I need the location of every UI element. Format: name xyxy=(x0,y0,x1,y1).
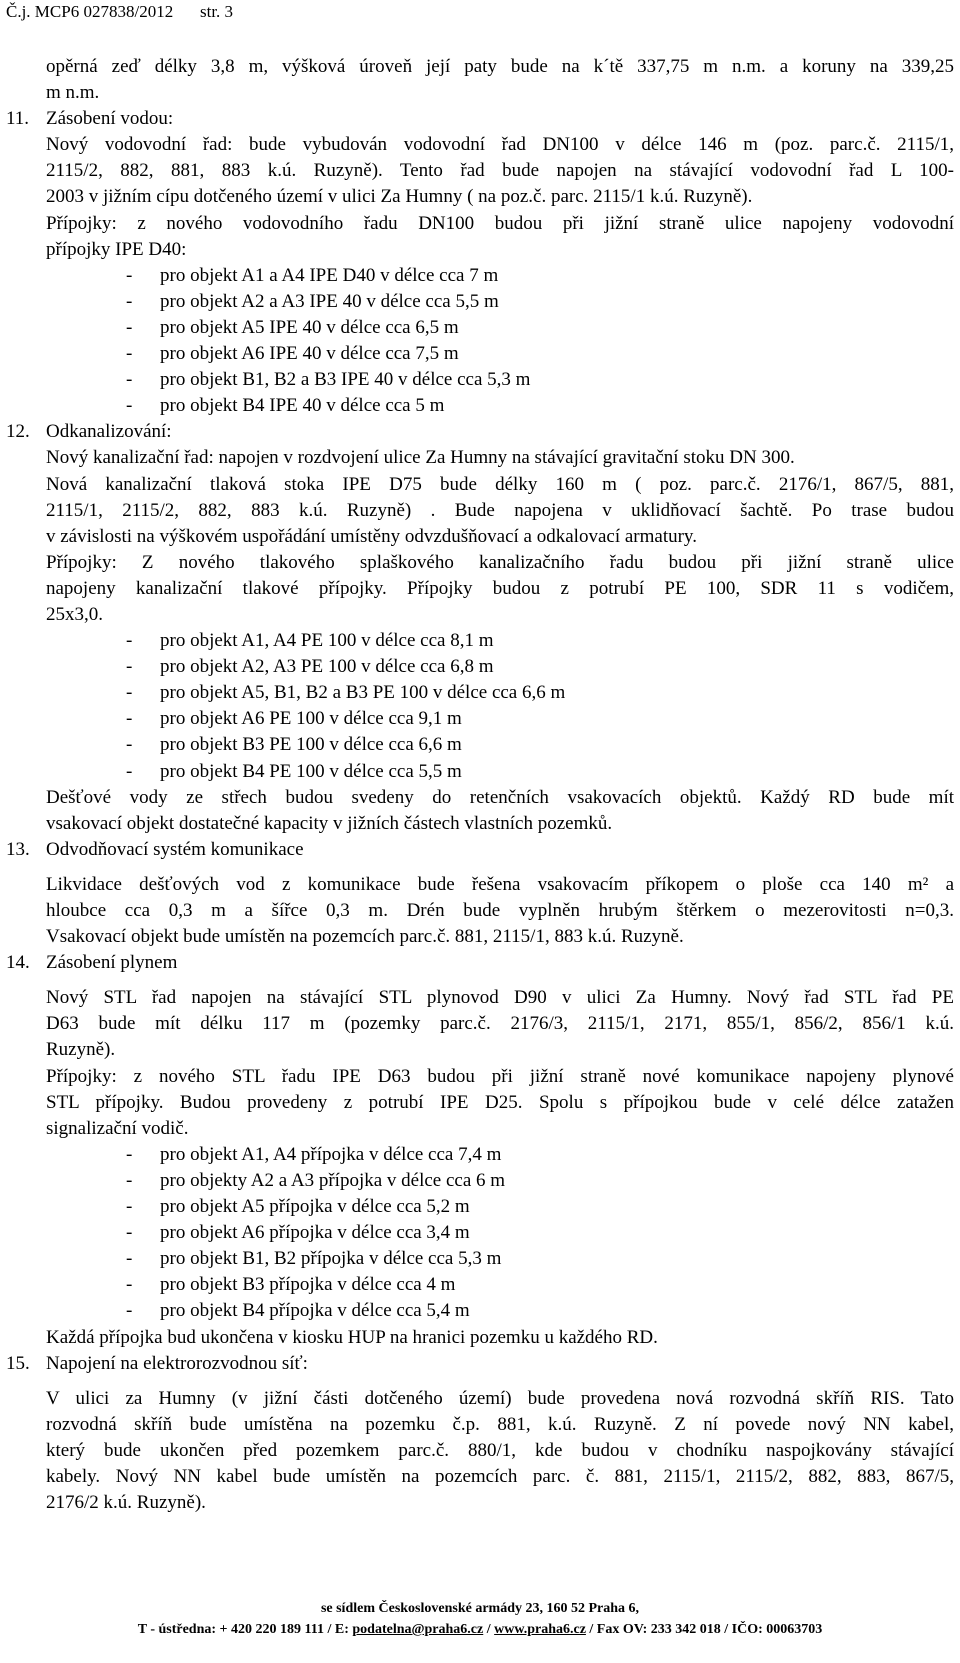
document-body xyxy=(6,54,954,1516)
paragraph-line: Likvidace dešťových vod z komunikace bude řešena vsakovacím příkopem o ploše cca 140 m² a xyxy=(46,873,954,895)
paragraph-line: Nový STL řad napojen na stávající STL plynovod D90 v ulici Za Humny. Nový řad STL řad PE xyxy=(46,987,954,1009)
section-number: 11. xyxy=(6,108,30,130)
list-item: - pro objekt A5, B1, B2 a B3 PE 100 v délce cca 6,6 m xyxy=(126,682,566,704)
paragraph-line: napojeny kanalizační tlakové přípojky. Přípojky budou z potrubí PE 100, SDR 11 s vodičem, xyxy=(46,577,954,599)
list-item: - pro objekt A6 IPE 40 v délce cca 7,5 m xyxy=(126,343,459,365)
section-number: 15. xyxy=(6,1352,30,1374)
paragraph-line: 2176/2 k.ú. Ruzyně). xyxy=(46,1492,206,1514)
paragraph-line: Vsakovací objekt bude umístěn na pozemcích parc.č. 881, 2115/1, 883 k.ú. Ruzyně. xyxy=(46,926,684,948)
section-heading-15 xyxy=(6,1351,954,1377)
paragraph-line: který bude ukončen před pozemkem parc.č. 880/1, kde budou v chodníku naspojkovány stávající xyxy=(46,1439,954,1461)
list-item: - pro objekt A2, A3 PE 100 v délce cca 6,8 m xyxy=(126,656,494,678)
list-item: - pro objekt B1, B2 a B3 IPE 40 v délce cca 5,3 m xyxy=(126,369,531,391)
paragraph-line: Nová kanalizační tlaková stoka IPE D75 bude délky 160 m ( poz. parc.č. 2176/1, 867/5, 881, xyxy=(46,473,954,495)
paragraph-line: 2115/1, 2115/2, 882, 883 k.ú. Ruzyně) . Bude napojena v uklidňovací šachtě. Po trase budou xyxy=(46,499,954,521)
intro-line: opěrná zeď délky 3,8 m, výšková úroveň její paty bude na k´tě 337,75 m n.m. a koruny na 339,25 xyxy=(46,56,954,77)
paragraph-line: rozvodná skříň bude umístěna na pozemku č.p. 881, k.ú. Ruzyně. Z ní povede nový NN kabel, xyxy=(46,1413,954,1435)
section-heading-11 xyxy=(6,106,954,132)
list-item: - pro objekt A5 IPE 40 v délce cca 6,5 m xyxy=(126,316,459,338)
paragraph-line: 2003 v jižním cípu dotčeného území v ulici Za Humny ( na poz.č. parc. 2115/1 k.ú. Ruzyně). xyxy=(46,186,753,208)
list-item: - pro objekt B3 přípojka v délce cca 4 m xyxy=(126,1274,456,1296)
section-title: Odvodňovací systém komunikace xyxy=(46,838,304,860)
email-link[interactable]: podatelna@praha6.cz xyxy=(352,1622,484,1637)
list-item: - pro objekt B4 přípojka v délce cca 5,4 m xyxy=(126,1300,470,1322)
list-item: - pro objekt B3 PE 100 v délce cca 6,6 m xyxy=(126,734,462,756)
section-number: 12. xyxy=(6,421,30,443)
section-heading-13 xyxy=(6,837,954,863)
list-item: - pro objekt B4 IPE 40 v délce cca 5 m xyxy=(126,395,445,417)
list-item: - pro objekt B1, B2 přípojka v délce cca 5,3 m xyxy=(126,1248,502,1270)
section-title: Zásobení vodou: xyxy=(46,108,174,130)
website-link[interactable]: www.praha6.cz xyxy=(494,1622,586,1637)
list-item: - pro objekt A6 přípojka v délce cca 3,4 m xyxy=(126,1222,470,1244)
paragraph-line: V ulici za Humny (v jižní části dotčeného území) bude provedena nová rozvodná skříň RIS. Tato xyxy=(46,1387,954,1409)
section-number: 14. xyxy=(6,952,30,974)
list-item: - pro objekt A5 přípojka v délce cca 5,2 m xyxy=(126,1196,470,1218)
intro-line: m n.m. xyxy=(46,82,100,104)
paragraph-line: Dešťové vody ze střech budou svedeny do retenčních vsakovacích objektů. Každý RD bude mít xyxy=(46,786,954,808)
paragraph-line: 2115/2, 882, 881, 883 k.ú. Ruzyně). Tento řad bude napojen na stávající vodovodní řad L 100- xyxy=(46,160,954,182)
paragraph-line: vsakovací objekt dostatečné kapacity v jižních částech vlastních pozemků. xyxy=(46,812,613,834)
paragraph-line: hloubce cca 0,3 m a šířce 0,3 m. Drén bude vyplněn hrubým štěrkem o mezerovitosti n=0,3. xyxy=(46,900,954,921)
list-item: - pro objekt A1, A4 přípojka v délce cca 7,4 m xyxy=(126,1143,502,1165)
section-heading-12 xyxy=(6,419,954,445)
list-item: - pro objekt B4 PE 100 v délce cca 5,5 m xyxy=(126,760,462,782)
paragraph-line: Přípojky: Z nového tlakového splaškového kanalizačního řadu budou při jižní straně ulice xyxy=(46,551,954,573)
page-number: str. 3 xyxy=(200,2,234,21)
section-heading-14 xyxy=(6,950,954,976)
list-item: - pro objekt A1, A4 PE 100 v délce cca 8,1 m xyxy=(126,630,494,652)
list-item: - pro objekt A1 a A4 IPE D40 v délce cca 7 m xyxy=(126,264,499,286)
paragraph-line: D63 bude mít délku 117 m (pozemky parc.č. 2176/3, 2115/1, 2171, 855/1, 856/2, 856/1 k.ú. xyxy=(46,1013,954,1035)
list-item: - pro objekt A6 PE 100 v délce cca 9,1 m xyxy=(126,708,462,730)
paragraph-line: Ruzyně). xyxy=(46,1039,116,1061)
footer-contacts: T - ústředna: + 420 220 189 111 / E: podatelna@praha6.cz / www.praha6.cz / Fax OV: 233 342 018 / IČO: 00063703 xyxy=(137,1622,823,1637)
paragraph-line: kabely. Nový NN kabel bude umístěn na pozemcích parc. č. 881, 2115/1, 2115/2, 882, 883, 867/5, xyxy=(46,1465,954,1487)
paragraph-line: signalizační vodič. xyxy=(46,1117,189,1139)
section-title: Odkanalizování: xyxy=(46,421,172,443)
paragraph-line: Každá přípojka bud ukončena v kiosku HUP na hranici pozemku u každého RD. xyxy=(46,1326,658,1348)
page-header xyxy=(6,2,234,22)
paragraph-line: Přípojky: z nového STL řadu IPE D63 budou při jižní straně nové komunikace napojeny plynové xyxy=(46,1065,954,1087)
paragraph-line: přípojky IPE D40: xyxy=(46,238,187,260)
reference-number: Č.j. MCP6 027838/2012 xyxy=(6,2,174,21)
paragraph-line: STL přípojky. Budou provedeny z potrubí IPE D25. Spolu s přípojkou bude v celé délce zatažen xyxy=(46,1091,954,1113)
paragraph-line: Nový vodovodní řad: bude vybudován vodovodní řad DN100 v délce 146 m (poz. parc.č. 2115/1, xyxy=(46,134,954,156)
footer-address: se sídlem Československé armády 23, 160 52 Praha 6, xyxy=(320,1601,640,1616)
paragraph-line: v závislosti na výškovém uspořádání umístěny odvzdušňovací a odkalovací armatury. xyxy=(46,525,697,547)
section-title: Napojení na elektrorozvodnou síť: xyxy=(46,1352,308,1374)
paragraph-line: 25x3,0. xyxy=(46,603,103,625)
section-number: 13. xyxy=(6,838,30,860)
section-title: Zásobení plynem xyxy=(46,952,178,974)
list-item: - pro objekty A2 a A3 přípojka v délce cca 6 m xyxy=(126,1169,506,1191)
paragraph-line: Nový kanalizační řad: napojen v rozdvojení ulice Za Humny na stávající gravitační stoku DN 300. xyxy=(46,447,795,469)
list-item: - pro objekt A2 a A3 IPE 40 v délce cca 5,5 m xyxy=(126,290,499,312)
paragraph-line: Přípojky: z nového vodovodního řadu DN100 budou při jižní straně ulice napojeny vodovodní xyxy=(46,212,954,234)
